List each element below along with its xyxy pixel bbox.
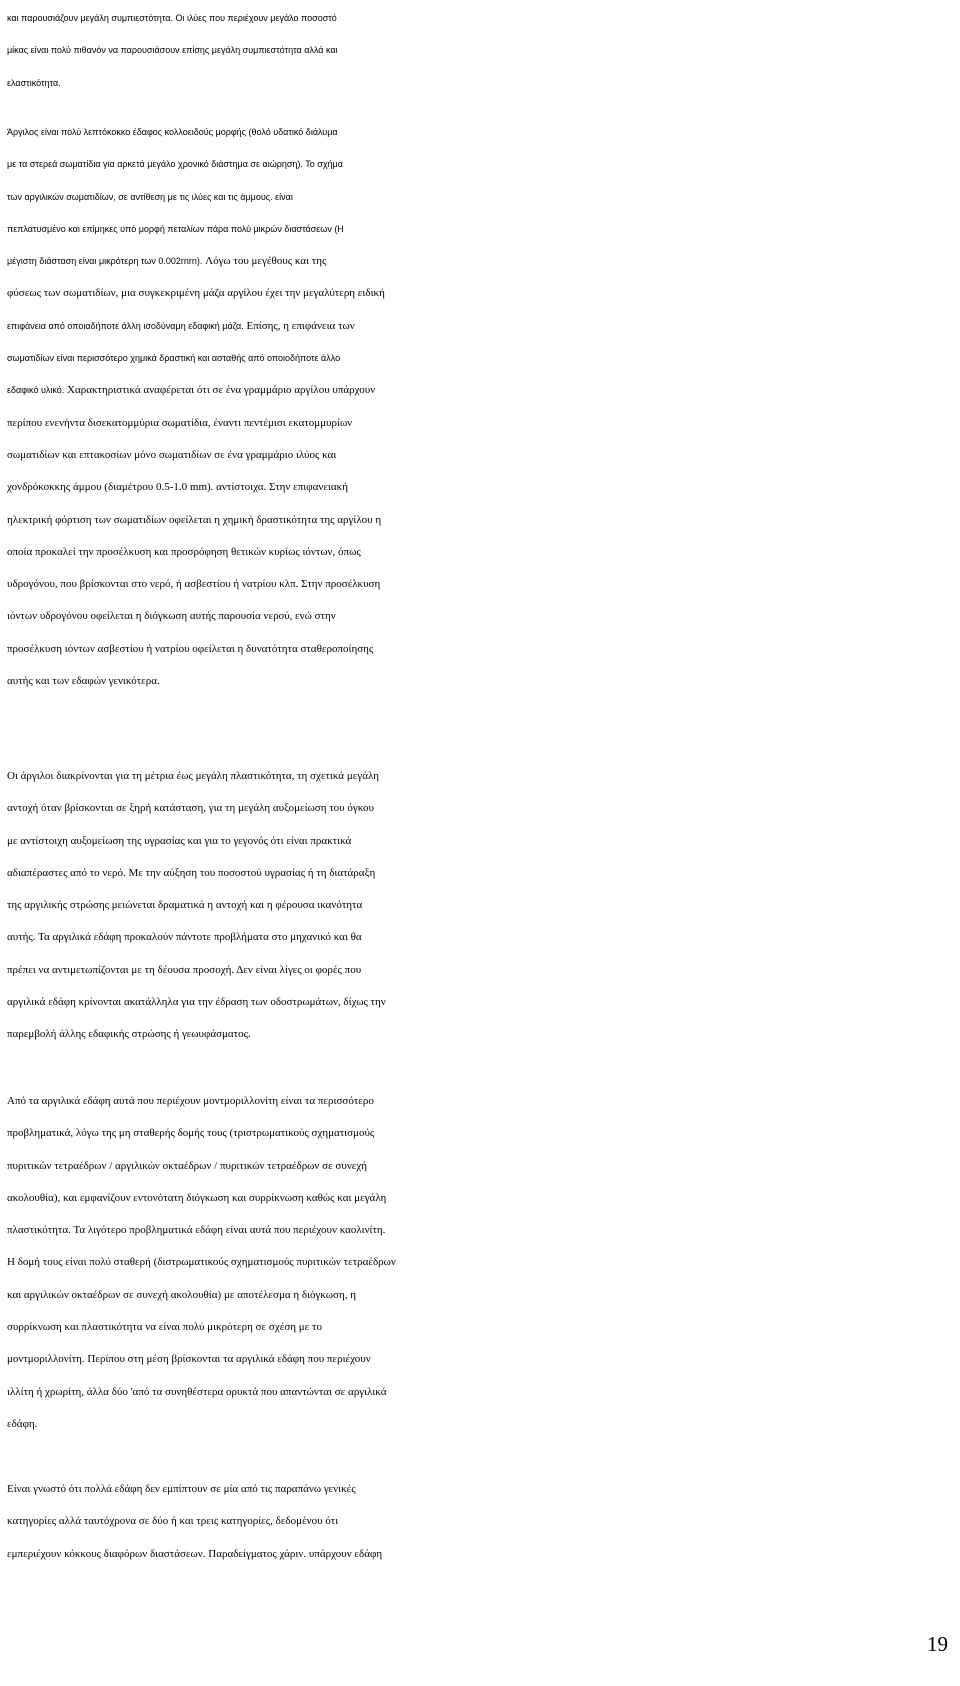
text-line: σωματιδίων είναι περισσότερο χημικά δραστική και ασταθής από οποιοδήποτε άλλο	[7, 353, 341, 364]
text-line: ιόντων υδρογόνου οφείλεται η διόγκωση αυτής παρουσία νερού, ενώ στην	[7, 610, 336, 623]
text-line: Από τα αργιλικά εδάφη αυτά που περιέχουν μοντμοριλλονίτη είναι τα περισσότερο	[7, 1095, 374, 1107]
text-line: με τα στερεά σωματίδια για αρκετά μεγάλο χρονικό διάστημα σε αιώρηση). Το σχήμα	[7, 159, 343, 170]
page-number: 19	[927, 1632, 948, 1656]
text-line: κατηγορίες αλλά ταυτόχρονα σε δύο ή και τρεις κατηγορίες, δεδομένου ότι	[7, 1515, 339, 1528]
text-line: συρρίκνωση και πλαστικότητα να είναι πολύ μικρότερη σε σχέση με το	[7, 1321, 322, 1334]
text-segment: μέγιστη διάσταση είναι μικρότερη των 0.002rnrn).	[7, 256, 203, 267]
text-line: των αργιλικών σωματιδίων, σε αντίθεση με τις ιλύες και τις άμμους. είναι	[7, 191, 293, 202]
text-line: υδρογόνου, που βρίσκονται στο νερό, ή ασβεστίου ή νατρίου κλπ. Στην προσέλκυση	[7, 578, 381, 591]
text-line: και αργιλικών οκταέδρων σε συνεχή ακολουθία) με αποτέλεσμα η διόγκωση, η	[7, 1288, 356, 1301]
text-line: αδιαπέραστες από το νερό. Με την αύξηση του ποσοστού υγρασίας ή τη διατάραξη	[7, 866, 376, 879]
text-line: ηλεκτρική φόρτιση των σωματιδίων οφείλεται η χημική δραστικότητα της αργίλου η	[7, 513, 382, 526]
text-line: αυτής και των εδαφών γενικότερα.	[7, 675, 160, 688]
paragraph-montmorillonite	[7, 1085, 952, 1440]
text-line: και παρουσιάζουν μεγάλη συμπιεστότητα. Οι ιλύες που περιέχουν μεγάλο ποσοστό	[7, 13, 337, 23]
text-segment: εδαφικό υλικό.	[7, 385, 65, 396]
text-line: προβληματικά, λόγω της μη σταθερής δομής τους (τριστρωματικούς σχηματισμούς	[7, 1127, 375, 1140]
paragraph-clay-properties	[7, 760, 952, 1051]
text-line: σωματιδίων και επτακοσίων μόνο σωματιδίων σε ένα γραμμάριο ιλύος και	[7, 448, 337, 461]
text-line: εδάφη.	[7, 1417, 38, 1430]
paragraph-intro	[7, 2, 952, 99]
text-segment: επιφάνεια από οποιαδήποτε άλλη ισοδύναμη εδαφική μάζα.	[7, 320, 244, 331]
text-line: πυριτικών τετραέδρων / αργιλικών οκταέδρων / πυριτικών τετραέδρων σε συνεχή	[7, 1159, 368, 1172]
paragraph-mixed-soils	[7, 1473, 952, 1570]
text-line: χονδρόκοκκης άμμου (διαμέτρου 0.5-1.0 mm). αντίστοιχα. Στην επιφανειακή	[7, 481, 348, 494]
text-line: παρεμβολή άλλης εδαφικής στρώσης ή γεωυφάσματος.	[7, 1028, 251, 1041]
paragraph-clay-definition	[7, 115, 952, 696]
text-line: με αντίστοιχη αυξομείωση της υγρασίας και για το γεγονός ότι είναι πρακτικά	[7, 834, 352, 847]
text-segment: Επίσης, η επιφάνεια των	[243, 319, 355, 332]
text-line: αντοχή όταν βρίσκονται σε ξηρή κατάσταση, για τη μεγάλη αυξομείωση του όγκου	[7, 802, 374, 815]
text-line: Οι άργιλοι διακρίνονται για τη μέτρια έως μεγάλη πλαστικότητα, τη σχετικά μεγάλη	[7, 770, 379, 782]
text-line: αυτής. Τα αργιλικά εδάφη προκαλούν πάντοτε προβλήματα στο μηχανικό και θα	[7, 931, 362, 944]
text-line: πλαστικότητα. Τα λιγότερο προβληματικά εδάφη είναι αυτά που περιέχουν καολινίτη.	[7, 1224, 386, 1237]
text-line: περίπου ενενήντα δισεκατομμύρια σωματίδια, έναντι πεντέμισι εκατομμυρίων	[7, 416, 353, 429]
text-line: πρέπει να αντιμετωπίζονται με τη δέουσα προσοχή. Δεν είναι λίγες οι φορές που	[7, 963, 362, 976]
text-line: οποία προκαλεί την προσέλκυση και προσρόφηση θετικών κυρίως ιόντων, όπως	[7, 545, 361, 558]
text-line: μίκας είναι πολύ πιθανόν να παρουσιάσουν επίσης μεγάλη συμπιεστότητα αλλά και	[7, 45, 338, 56]
text-line: πεπλατυσμένο και επίμηκες υπό μορφή πεταλίων πάρα πολύ μικρών διαστάσεων (Η	[7, 223, 344, 234]
text-line: φύσεως των σωματιδίων, μια συγκεκριμένη μάζα αργίλου έχει την μεγαλύτερη ειδική	[7, 287, 385, 300]
text-line: ιλλίτη ή χρωρίτη, άλλα δύο 'από τα συνηθέστερα ορυκτά που απαντώνται σε αργιλικά	[7, 1385, 387, 1398]
text-line: της αργιλικής στρώσης μειώνεται δραματικά η αντοχή και η φέρουσα ικανότητα	[7, 899, 363, 912]
text-line: Είναι γνωστό ότι πολλά εδάφη δεν εμπίπτουν σε μία από τις παραπάνω γενικές	[7, 1483, 356, 1495]
text-segment: Λόγω του μεγέθους και της	[202, 255, 327, 268]
text-line: μοντμοριλλονίτη. Περίπου στη μέση βρίσκονται τα αργιλικά εδάφη που περιέχουν	[7, 1353, 371, 1366]
text-line: Η δομή τους είναι πολύ σταθερή (διστρωματικούς σχηματισμούς πυριτικών τετραέδρων	[7, 1256, 396, 1269]
text-line: εμπεριέχουν κόκκους διαφόρων διαστάσεων. Παραδείγματος χάριν. υπάρχουν εδάφη	[7, 1547, 383, 1560]
text-line: αργιλικά εδάφη κρίνονται ακατάλληλα για την έδραση των οδοστρωμάτων, δίχως την	[7, 996, 386, 1009]
text-line: προσέλκυση ιόντων ασβεστίου ή νατρίου οφείλεται η δυνατότητα σταθεροποίησης	[7, 642, 374, 655]
text-line: ελαστικότητα.	[7, 77, 61, 88]
text-line: ακολουθία), και εμφανίζουν εντονότατη διόγκωση και συρρίκνωση καθώς και μεγάλη	[7, 1191, 387, 1204]
text-line: Άργιλος είναι πολύ λεπτόκοκκο έδαφος κολλοειδούς μορφής (θολό υδατικό διάλυμα	[7, 127, 338, 137]
text-segment: Χαρακτηριστικά αναφέρεται ότι σε ένα γραμμάριο αργίλου υπάρχουν	[64, 384, 376, 397]
